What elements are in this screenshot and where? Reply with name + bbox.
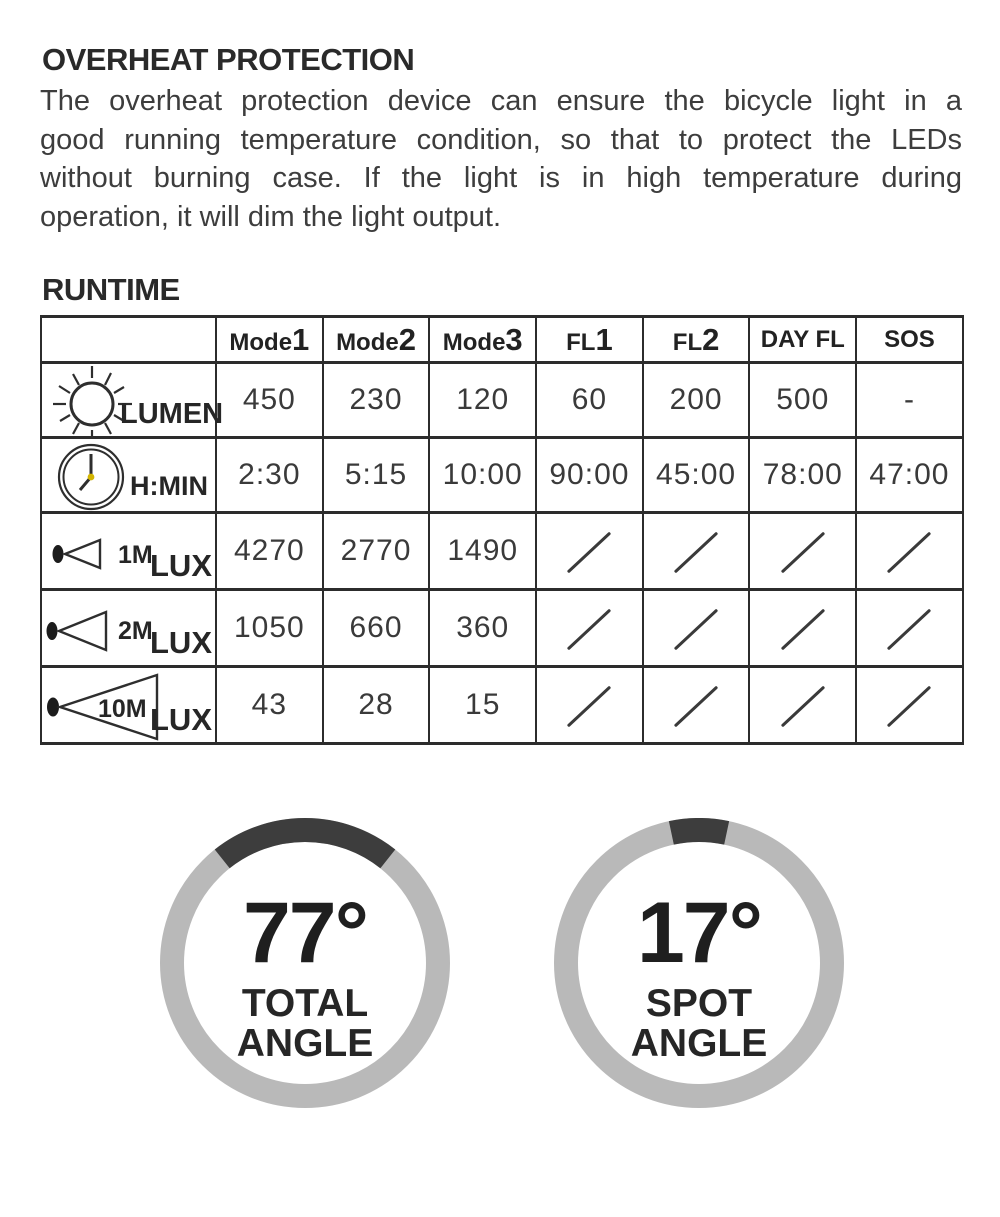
column-header-mode1 — [216, 317, 323, 363]
no-value-slash — [567, 608, 611, 650]
header-number: 1 — [595, 321, 613, 357]
no-value-slash — [674, 685, 718, 727]
lux-label: LUX — [150, 702, 212, 737]
value-cell — [536, 513, 643, 590]
paragraph-line: without burning case. If the light is in high temperature during — [40, 162, 962, 195]
value-cell: 200 — [643, 363, 750, 438]
value-cell — [536, 667, 643, 744]
runtime-table — [40, 315, 964, 745]
value-cell — [856, 590, 963, 667]
paragraph-line: good running temperature condition, so that to protect the LEDs — [40, 123, 962, 156]
lux-label: LUX — [150, 548, 212, 583]
no-value-slash — [781, 608, 825, 650]
header-number: 2 — [702, 321, 720, 357]
lux-label: LUX — [150, 625, 212, 660]
column-header-fl2 — [643, 317, 750, 363]
total-angle-value: 77° — [242, 885, 368, 981]
value-cell: 45:00 — [643, 438, 750, 513]
header-number: 3 — [505, 321, 523, 357]
no-value-slash — [887, 608, 931, 650]
value-cell: 1050 — [216, 590, 323, 667]
no-value-slash — [567, 531, 611, 573]
no-value-slash — [887, 685, 931, 727]
total-angle-label-line2: ANGLE — [236, 1022, 374, 1065]
value-cell: 47:00 — [856, 438, 963, 513]
value-cell: 360 — [429, 590, 536, 667]
value-cell — [536, 590, 643, 667]
total-angle-label-line1: TOTAL — [241, 982, 369, 1025]
table-row-1m-lux — [41, 513, 963, 590]
value-cell: 450 — [216, 363, 323, 438]
no-value-slash — [567, 685, 611, 727]
no-value-slash — [887, 531, 931, 573]
header-row — [41, 317, 963, 363]
header-number: 2 — [398, 321, 416, 357]
value-cell: 2770 — [323, 513, 430, 590]
value-cell: 78:00 — [749, 438, 856, 513]
table-row-lumen — [41, 363, 963, 438]
no-value-slash — [674, 608, 718, 650]
column-header-sos — [856, 317, 963, 363]
value-cell: - — [856, 363, 963, 438]
header-label: Mode — [336, 328, 399, 356]
distance-label: 2M — [118, 617, 153, 645]
header-label: DAY FL — [760, 325, 845, 353]
value-cell: 4270 — [216, 513, 323, 590]
value-cell — [749, 590, 856, 667]
runtime-section-title: RUNTIME — [42, 272, 180, 307]
overheat-paragraph — [40, 82, 962, 236]
column-header-fl1 — [536, 317, 643, 363]
value-cell: 1490 — [429, 513, 536, 590]
value-cell — [749, 667, 856, 744]
value-cell: 28 — [323, 667, 430, 744]
value-cell — [643, 590, 750, 667]
beam-narrow-icon — [50, 532, 120, 576]
header-label: Mode — [229, 328, 293, 356]
gauge-total-angle — [160, 818, 450, 1108]
value-cell: 120 — [429, 363, 536, 438]
header-label: Mode — [442, 328, 506, 356]
lumen-label: LUMEN — [120, 398, 224, 430]
header-label: FL — [672, 328, 703, 356]
value-cell: 230 — [323, 363, 430, 438]
corner-cell — [41, 317, 216, 363]
column-header-mode2 — [323, 317, 430, 363]
value-cell — [856, 667, 963, 744]
distance-label: 1M — [118, 541, 153, 569]
value-cell: 15 — [429, 667, 536, 744]
column-header-dayfl — [749, 317, 856, 363]
distance-label: 10M — [98, 695, 147, 723]
clock-icon — [56, 442, 126, 512]
spot-angle-value: 17° — [636, 885, 762, 981]
value-cell: 500 — [749, 363, 856, 438]
overheat-section-title: OVERHEAT PROTECTION — [42, 42, 415, 77]
value-cell: 43 — [216, 667, 323, 744]
column-header-mode3 — [429, 317, 536, 363]
value-cell: 2:30 — [216, 438, 323, 513]
no-value-slash — [781, 685, 825, 727]
table-row-hmin — [41, 438, 963, 513]
no-value-slash — [781, 531, 825, 573]
donut-arc — [671, 830, 726, 833]
header-label: SOS — [884, 325, 935, 353]
row-label-10m-lux — [41, 667, 216, 744]
value-cell — [749, 513, 856, 590]
paragraph-line: operation, it will dim the light output. — [40, 200, 502, 233]
header-number: 1 — [292, 321, 310, 357]
paragraph-line: The overheat protection device can ensure the bicycle light in a — [40, 85, 962, 117]
table-row-10m-lux — [41, 667, 963, 744]
hmin-label: H:MIN — [130, 471, 208, 501]
value-cell: 5:15 — [323, 438, 430, 513]
value-cell — [643, 667, 750, 744]
value-cell: 660 — [323, 590, 430, 667]
value-cell: 60 — [536, 363, 643, 438]
header-label: FL — [566, 328, 596, 356]
gauge-spot-angle — [554, 818, 844, 1108]
no-value-slash — [674, 531, 718, 573]
value-cell — [643, 513, 750, 590]
angle-gauges — [160, 818, 844, 1108]
row-label-2m-lux — [41, 590, 216, 667]
table-row-2m-lux — [41, 590, 963, 667]
row-label-lumen — [41, 363, 224, 438]
beam-medium-icon — [44, 606, 116, 656]
row-label-1m-lux — [41, 513, 216, 590]
donut-arc — [222, 830, 388, 859]
value-cell — [856, 513, 963, 590]
value-cell: 10:00 — [429, 438, 536, 513]
row-label-hmin — [41, 438, 216, 513]
spot-angle-label-line1: SPOT — [645, 982, 753, 1025]
value-cell: 90:00 — [536, 438, 643, 513]
spot-angle-label-line2: ANGLE — [630, 1022, 768, 1065]
